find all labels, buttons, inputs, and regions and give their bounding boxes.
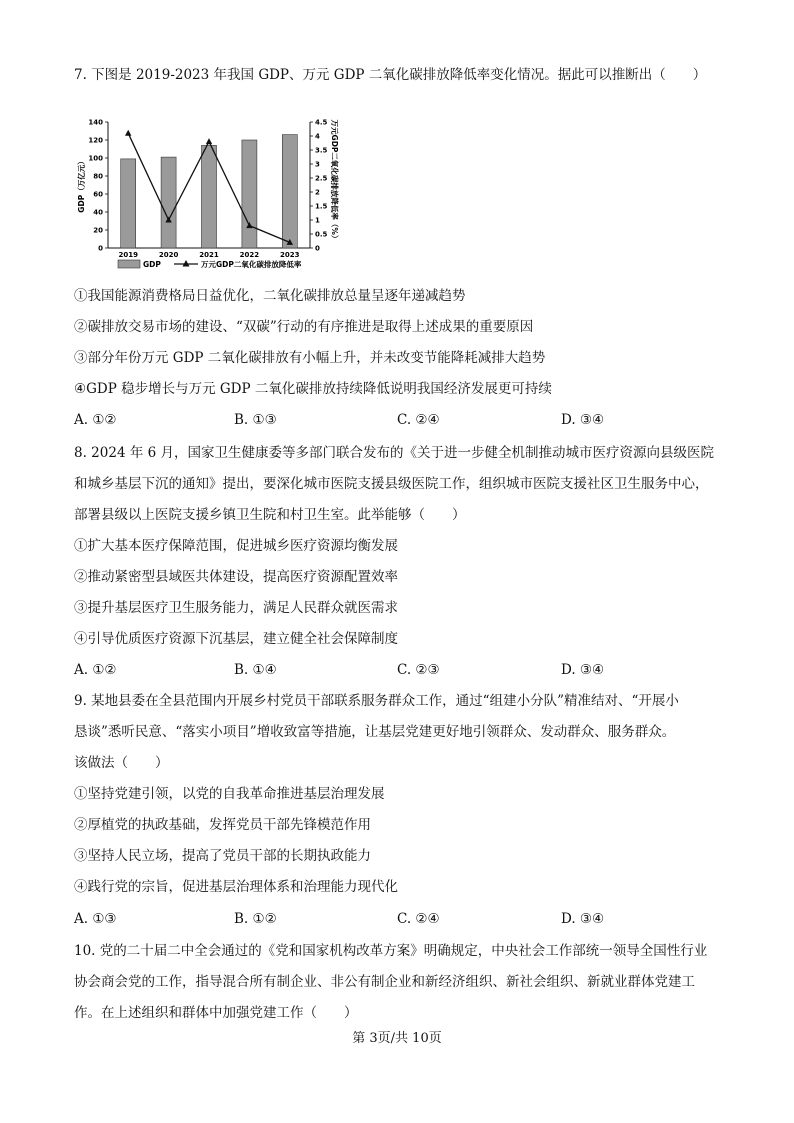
bar-2022 bbox=[242, 140, 257, 248]
q8-item-2: ②推动紧密型县域医共体建设，提高医疗资源配置效率 bbox=[74, 569, 398, 585]
rate-point-2021 bbox=[206, 138, 212, 144]
q7-stem: 7. 下图是 2019-2023 年我国 GDP、万元 GDP 二氧化碳排放降低率变化情况。据此可以推断出（ ） bbox=[74, 67, 707, 83]
q8-stem-line-3: 部署县级以上医院支援乡镇卫生院和村卫生室。此举能够（ ） bbox=[74, 507, 466, 523]
q7-item-2: ②碳排放交易市场的建设、“双碳”行动的有序推进是取得上述成果的重要原因 bbox=[74, 319, 534, 335]
y-axis-left-title: GDP（万亿元） bbox=[77, 157, 86, 213]
legend-swatch-gdp bbox=[118, 260, 140, 268]
tick-label-left-0: 0 bbox=[98, 244, 103, 253]
q7-option-a[interactable]: A. ①② bbox=[74, 412, 117, 428]
q8-item-1: ①扩大基本医疗保障范围，促进城乡医疗资源均衡发展 bbox=[74, 538, 398, 554]
q7-item-3: ③部分年份万元 GDP 二氧化碳排放有小幅上升，并未改变节能降耗减排大趋势 bbox=[74, 350, 546, 366]
bar-2020 bbox=[161, 157, 176, 248]
q8-option-d[interactable]: D. ③④ bbox=[561, 662, 605, 678]
tick-label-left-40: 40 bbox=[93, 208, 103, 217]
category-label-2021: 2021 bbox=[199, 251, 219, 259]
tick-label-right-1: 1 bbox=[315, 216, 320, 225]
tick-label-left-100: 100 bbox=[88, 154, 103, 163]
y-axis-right-title: 万元GDP二氧化碳排放降低率（%） bbox=[330, 119, 339, 243]
tick-label-right-2: 2 bbox=[315, 188, 320, 197]
q8-option-c[interactable]: C. ②③ bbox=[397, 662, 440, 678]
q9-option-c[interactable]: C. ②④ bbox=[397, 911, 440, 927]
tick-label-right-1.5: 1.5 bbox=[315, 202, 328, 211]
q7-item-4: ④GDP 稳步增长与万元 GDP 二氧化碳排放持续降低说明我国经济发展更可持续 bbox=[74, 381, 552, 397]
q9-item-4: ④践行党的宗旨，促进基层治理体系和治理能力现代化 bbox=[74, 879, 398, 895]
q9-option-b[interactable]: B. ①② bbox=[234, 911, 277, 927]
category-label-2019: 2019 bbox=[118, 251, 138, 259]
category-label-2020: 2020 bbox=[158, 251, 179, 259]
q8-item-4: ④引导优质医疗资源下沉基层，建立健全社会保障制度 bbox=[74, 631, 398, 647]
q7-item-1: ①我国能源消费格局日益优化，二氧化碳排放总量呈逐年递减趋势 bbox=[74, 288, 466, 304]
q9-stem-line-2: 恳谈”悉听民意、“落实小项目”增收致富等措施，让基层党建更好地引领群众、发动群众、服务群众。 bbox=[74, 724, 676, 740]
category-label-2023: 2023 bbox=[280, 251, 300, 259]
q7-option-d[interactable]: D. ③④ bbox=[561, 412, 605, 428]
bar-2023 bbox=[282, 135, 297, 248]
tick-label-left-60: 60 bbox=[93, 190, 103, 199]
q8-item-3: ③提升基层医疗卫生服务能力，满足人民群众就医需求 bbox=[74, 600, 398, 616]
bar-2021 bbox=[202, 145, 217, 248]
q7-option-b[interactable]: B. ①③ bbox=[234, 412, 277, 428]
q8-option-b[interactable]: B. ①④ bbox=[234, 662, 277, 678]
legend-marker-rate bbox=[183, 260, 190, 267]
tick-label-right-0: 0 bbox=[315, 244, 320, 253]
tick-label-right-3: 3 bbox=[315, 160, 320, 169]
bar-2019 bbox=[121, 159, 136, 248]
q9-option-a[interactable]: A. ①③ bbox=[74, 911, 117, 927]
q7-option-c[interactable]: C. ②④ bbox=[397, 412, 440, 428]
category-label-2022: 2022 bbox=[239, 251, 260, 259]
page-number: 第 3页/共 10页 bbox=[352, 1031, 442, 1046]
q10-stem-line-3: 作。在上述组织和群体中加强党建工作（ ） bbox=[74, 1005, 358, 1021]
gdp-co2-chart bbox=[74, 112, 344, 274]
q9-item-1: ①坚持党建引领，以党的自我革命推进基层治理发展 bbox=[74, 786, 385, 802]
tick-label-right-4: 4 bbox=[315, 132, 320, 141]
rate-point-2019 bbox=[125, 130, 131, 136]
q9-stem-line-1: 9. 某地县委在全县范围内开展乡村党员干部联系服务群众工作，通过“组建小分队”精准结对、“开展小 bbox=[74, 693, 679, 709]
q9-option-d[interactable]: D. ③④ bbox=[561, 911, 605, 927]
q10-stem-line-1: 10. 党的二十届二中全会通过的《党和国家机构改革方案》明确规定，中央社会工作部统一领导全国性行业 bbox=[74, 943, 708, 959]
tick-label-left-20: 20 bbox=[93, 226, 103, 235]
tick-label-right-0.5: 0.5 bbox=[315, 230, 328, 239]
legend-label-rate: 万元GDP二氧化碳排放降低率 bbox=[201, 260, 302, 269]
q9-stem-line-3: 该做法（ ） bbox=[74, 755, 169, 771]
tick-label-right-3.5: 3.5 bbox=[315, 146, 328, 155]
q8-option-a[interactable]: A. ①② bbox=[74, 662, 117, 678]
tick-label-left-80: 80 bbox=[93, 172, 103, 181]
q9-item-2: ②厚植党的执政基础，发挥党员干部先锋模范作用 bbox=[74, 817, 371, 833]
tick-label-left-120: 120 bbox=[88, 136, 103, 145]
q9-item-3: ③坚持人民立场，提高了党员干部的长期执政能力 bbox=[74, 848, 371, 864]
q8-stem-line-2: 和城乡基层下沉的通知》提出，要深化城市医院支援县级医院工作，组织城市医院支援社区卫生服务中心， bbox=[74, 476, 709, 492]
q8-stem-line-1: 8. 2024 年 6 月，国家卫生健康委等多部门联合发布的《关于进一步健全机制推动城市医疗资源向县级医院 bbox=[74, 445, 714, 461]
tick-label-right-4.5: 4.5 bbox=[315, 118, 328, 127]
tick-label-right-2.5: 2.5 bbox=[315, 174, 328, 183]
q10-stem-line-2: 协会商会党的工作，指导混合所有制企业、非公有制企业和新经济组织、新社会组织、新就业群体党建工 bbox=[74, 974, 695, 990]
legend-label-gdp: GDP bbox=[143, 260, 161, 269]
tick-label-left-140: 140 bbox=[88, 118, 103, 127]
